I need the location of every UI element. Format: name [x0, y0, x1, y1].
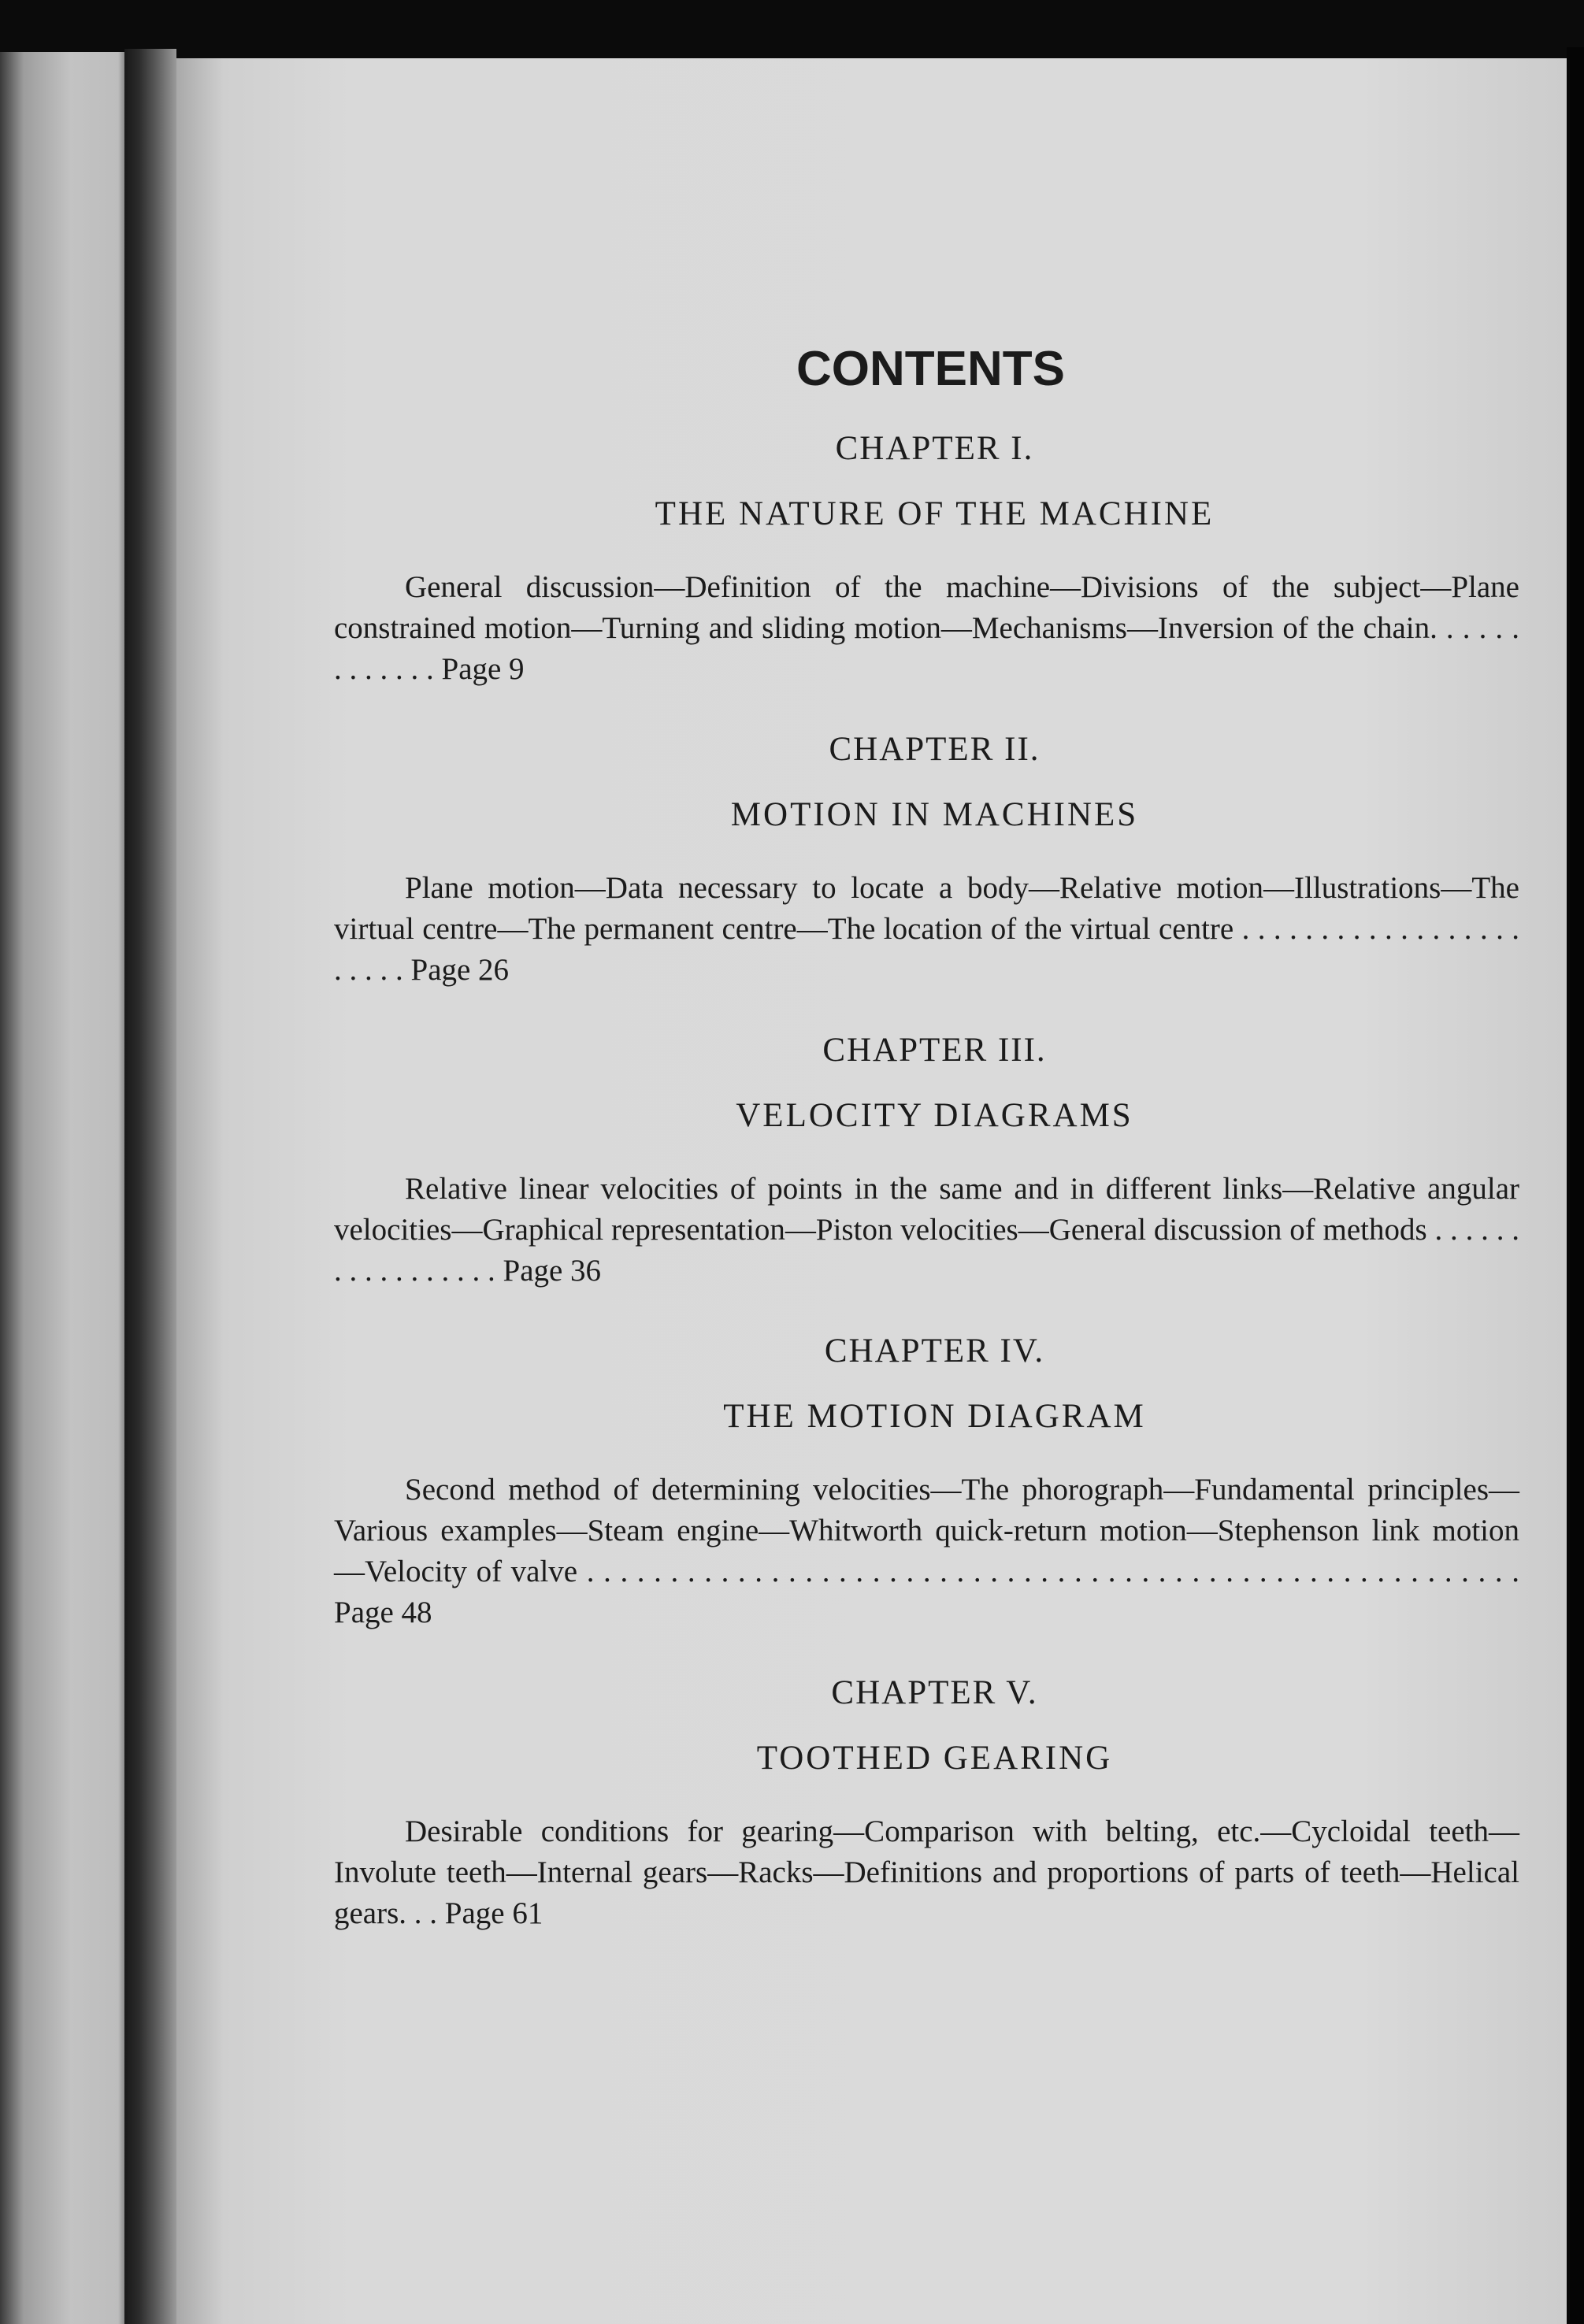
- adjacent-page: [0, 52, 124, 2324]
- book-gutter: [124, 49, 176, 2324]
- chapter-summary: [334, 1169, 1519, 1292]
- page-reference: Page 36: [503, 1254, 602, 1288]
- summary-text: Second method of determining velocities—The phorograph—Fundamental principles—Various examples—Steam engine—Whitworth quick-return motion—Stephenson link motion—Velocity of valve: [334, 1473, 1519, 1588]
- chapter-label: CHAPTER III.: [822, 1032, 1047, 1069]
- page-reference: Page 26: [410, 953, 510, 987]
- chapter-summary: [334, 567, 1519, 690]
- chapter-label: CHAPTER IV.: [824, 1333, 1045, 1370]
- contents-body: [334, 342, 1520, 1977]
- chapter-summary: [334, 1470, 1519, 1633]
- contents-page: [176, 58, 1567, 2324]
- page-title: CONTENTS: [796, 342, 1065, 396]
- chapter-entry-2: [334, 732, 1519, 991]
- chapter-title: VELOCITY DIAGRAMS: [736, 1097, 1133, 1134]
- scan-border: [1567, 47, 1584, 2324]
- page-reference: Page 48: [334, 1596, 432, 1629]
- dot-leader: . . . . . . . . . . . .: [334, 611, 1519, 686]
- chapter-label: CHAPTER V.: [831, 1674, 1038, 1711]
- dot-leader: . . .: [399, 1896, 445, 1930]
- chapter-entry-5: [334, 1676, 1519, 1934]
- chapter-label: CHAPTER I.: [835, 430, 1034, 467]
- dot-leader: . . . . . . . . . . . . . . . . .: [334, 1213, 1520, 1288]
- chapter-entry-1: [334, 432, 1519, 690]
- page-reference: Page 61: [444, 1896, 543, 1930]
- chapter-title: MOTION IN MACHINES: [730, 796, 1139, 833]
- summary-text: Desirable conditions for gearing—Comparison with belting, etc.—Cycloidal teeth—Involute teeth—Internal gears—Racks—Definitions and proportions of parts of teeth—Helical gears: [334, 1814, 1519, 1930]
- chapter-entry-3: [334, 1033, 1519, 1292]
- page-reference: Page 9: [441, 652, 525, 686]
- summary-text: General discussion—Definition of the machine—Divisions of the subject—Plane constrained motion—Turning and sliding motion—Mechanisms—Inversion of the chain.: [334, 570, 1519, 645]
- chapter-title: THE NATURE OF THE MACHINE: [655, 495, 1215, 532]
- chapter-summary: [334, 1811, 1519, 1934]
- dot-leader: . . . . . . . . . . . . . . . . . . . . . . .: [334, 912, 1519, 987]
- chapter-title: TOOTHED GEARING: [756, 1740, 1113, 1777]
- chapter-title: THE MOTION DIAGRAM: [723, 1398, 1146, 1435]
- chapter-entry-4: [334, 1334, 1519, 1633]
- chapter-summary: [334, 868, 1519, 991]
- summary-text: Relative linear velocities of points in the same and in different links—Relative angular velocities—Graphical representation—Piston velocities—General discussion of methods: [334, 1172, 1519, 1247]
- summary-text: Plane motion—Data necessary to locate a body—Relative motion—Illustrations—The virtual centre—The permanent centre—The location of the virtual centre: [334, 871, 1519, 946]
- dot-leader: . . . . . . . . . . . . . . . . . . . . . . . . . . . . . . . . . . . . . . . . . . . . . . . . . . . . . . . .: [577, 1555, 1519, 1588]
- chapter-label: CHAPTER II.: [829, 731, 1041, 768]
